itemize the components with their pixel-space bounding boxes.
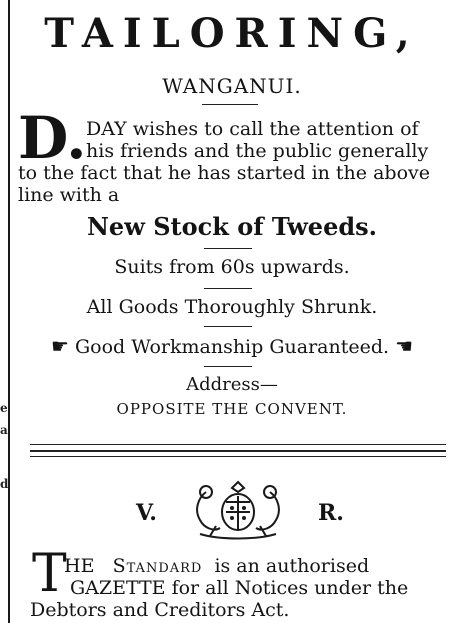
divider: [202, 104, 258, 105]
column-rule: [8, 0, 10, 623]
divider: [204, 366, 252, 367]
stock-heading: New Stock of Tweeds.: [86, 212, 377, 241]
double-rule: [30, 450, 446, 452]
body-line: his friends and the public generally: [86, 140, 429, 162]
workmanship-row: [18, 334, 446, 358]
divider: [204, 326, 252, 327]
body-line: to the fact that he has started in the above: [18, 162, 430, 184]
margin-fragment: e: [0, 401, 8, 415]
shrunk-line: All Goods Thoroughly Shrunk.: [86, 296, 378, 318]
double-rule: [30, 456, 446, 457]
drop-cap: D.: [18, 104, 87, 172]
advert-place: WANGANUI.: [162, 74, 302, 98]
cipher-v: V.: [136, 500, 157, 526]
margin-fragment: a: [0, 423, 8, 437]
margin-fragment: d: [0, 477, 9, 491]
suits-line: Suits from 60s upwards.: [114, 256, 350, 278]
cipher-r: R.: [318, 500, 344, 526]
workmanship-line: Good Workmanship Guaranteed.: [74, 336, 390, 358]
double-rule: [30, 444, 446, 445]
pointing-hand-left-icon: ☚: [395, 334, 414, 358]
divider: [204, 288, 252, 289]
notice-line-1: HE Standard is an authorised: [64, 555, 370, 577]
royal-coat-of-arms-icon: [186, 478, 290, 542]
pointing-hand-right-icon: ☛: [50, 334, 69, 358]
divider: [204, 248, 252, 249]
address: OPPOSITE THE CONVENT.: [116, 400, 348, 418]
advert-title: TAILORING,: [44, 10, 420, 57]
notice-line-2: GAZETTE for all Notices under the: [70, 577, 409, 599]
body-line: DAY wishes to call the attention of: [86, 118, 419, 140]
drop-cap-t: T: [32, 544, 67, 604]
notice-line-3: Debtors and Creditors Act.: [30, 599, 290, 621]
body-line: line with a: [18, 184, 120, 206]
address-label: Address—: [186, 374, 278, 395]
